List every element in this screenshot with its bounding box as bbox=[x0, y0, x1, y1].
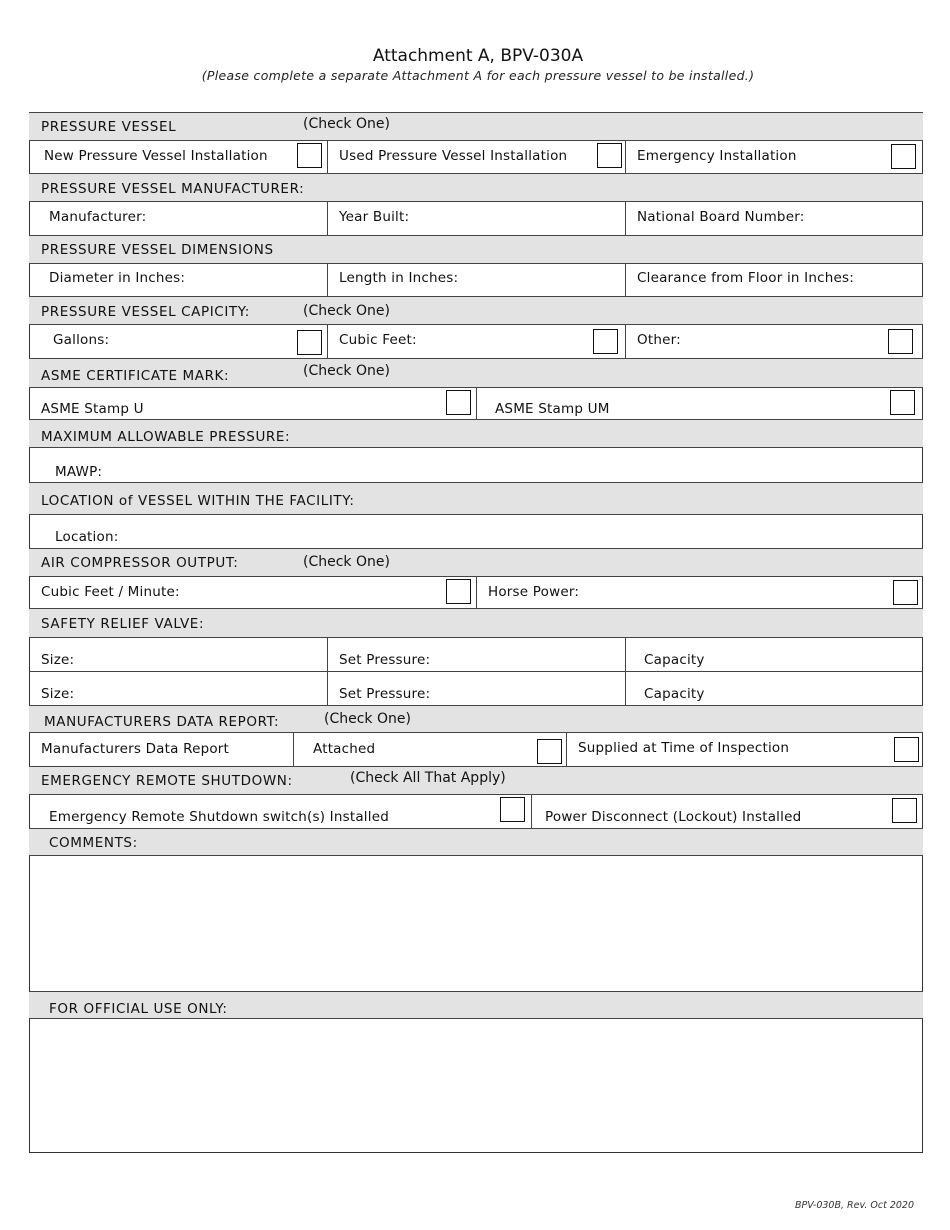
row-divider bbox=[29, 671, 923, 672]
diameter-field[interactable]: Diameter in Inches: bbox=[49, 270, 186, 286]
section-title-shutdown: EMERGENCY REMOTE SHUTDOWN: bbox=[41, 773, 293, 789]
column-divider bbox=[625, 141, 626, 173]
column-divider bbox=[476, 388, 477, 419]
relief-capacity-field[interactable]: Capacity bbox=[644, 686, 705, 702]
column-divider bbox=[293, 733, 294, 766]
check-one-note: (Check One) bbox=[303, 116, 390, 132]
location-field[interactable]: Location: bbox=[55, 529, 119, 545]
option-cubic-feet: Cubic Feet: bbox=[339, 332, 417, 348]
column-divider bbox=[625, 264, 626, 296]
section-title-pressure-vessel: PRESSURE VESSEL bbox=[41, 119, 177, 135]
option-attached: Attached bbox=[313, 741, 376, 757]
section-title-asme: ASME CERTIFICATE MARK: bbox=[41, 368, 230, 384]
column-divider bbox=[327, 141, 328, 173]
length-field[interactable]: Length in Inches: bbox=[339, 270, 459, 286]
check-all-note: (Check All That Apply) bbox=[350, 770, 506, 786]
year-built-field[interactable]: Year Built: bbox=[339, 209, 410, 225]
column-divider bbox=[625, 202, 626, 235]
checkbox-horse-power[interactable] bbox=[893, 580, 918, 605]
relief-size-field[interactable]: Size: bbox=[41, 652, 75, 668]
manufacturer-field[interactable]: Manufacturer: bbox=[49, 209, 147, 225]
check-one-note: (Check One) bbox=[303, 303, 390, 319]
check-one-note: (Check One) bbox=[303, 554, 390, 570]
section-title-dimensions: PRESSURE VESSEL DIMENSIONS bbox=[41, 242, 274, 258]
checkbox-emergency-shutdown-switch[interactable] bbox=[500, 797, 525, 822]
column-divider bbox=[625, 325, 626, 358]
official-use-area bbox=[30, 1019, 922, 1152]
page-title: Attachment A, BPV-030A bbox=[372, 46, 584, 66]
option-emergency-installation: Emergency Installation bbox=[637, 148, 797, 164]
option-supplied-at-inspection: Supplied at Time of Inspection bbox=[578, 740, 790, 756]
option-other: Other: bbox=[637, 332, 681, 348]
option-asme-stamp-um: ASME Stamp UM bbox=[495, 401, 610, 417]
form-revision-footer: BPV-030B, Rev. Oct 2020 bbox=[795, 1200, 914, 1211]
section-title-location: LOCATION of VESSEL WITHIN THE FACILITY: bbox=[41, 493, 355, 509]
checkbox-new-installation[interactable] bbox=[297, 143, 322, 168]
section-title-manufacturer: PRESSURE VESSEL MANUFACTURER: bbox=[41, 181, 305, 197]
option-horse-power: Horse Power: bbox=[488, 584, 580, 600]
checkbox-asme-stamp-um[interactable] bbox=[890, 390, 915, 415]
mawp-field[interactable]: MAWP: bbox=[55, 464, 103, 480]
option-cubic-feet-minute: Cubic Feet / Minute: bbox=[41, 584, 180, 600]
check-one-note: (Check One) bbox=[303, 363, 390, 379]
check-one-note: (Check One) bbox=[324, 711, 411, 727]
section-band-comments bbox=[29, 828, 923, 856]
checkbox-used-installation[interactable] bbox=[597, 143, 622, 168]
section-title-data-report: MANUFACTURERS DATA REPORT: bbox=[44, 714, 280, 730]
section-title-comments: COMMENTS: bbox=[49, 835, 138, 851]
data-report-label: Manufacturers Data Report bbox=[41, 741, 230, 757]
section-title-max-pressure: MAXIMUM ALLOWABLE PRESSURE: bbox=[41, 429, 291, 445]
column-divider bbox=[327, 325, 328, 358]
column-divider bbox=[476, 577, 477, 608]
column-divider bbox=[327, 264, 328, 296]
relief-size-field[interactable]: Size: bbox=[41, 686, 75, 702]
option-new-installation: New Pressure Vessel Installation bbox=[44, 148, 268, 164]
checkbox-cubic-feet[interactable] bbox=[593, 329, 618, 354]
section-title-compressor: AIR COMPRESSOR OUTPUT: bbox=[41, 555, 239, 571]
checkbox-other[interactable] bbox=[888, 329, 913, 354]
option-emergency-shutdown-switch: Emergency Remote Shutdown switch(s) Installed bbox=[49, 809, 389, 825]
column-divider bbox=[531, 795, 532, 828]
comments-area[interactable] bbox=[30, 856, 922, 990]
column-divider bbox=[327, 638, 328, 705]
checkbox-asme-stamp-u[interactable] bbox=[446, 390, 471, 415]
checkbox-supplied-at-inspection[interactable] bbox=[894, 737, 919, 762]
option-asme-stamp-u: ASME Stamp U bbox=[41, 401, 144, 417]
column-divider bbox=[327, 202, 328, 235]
column-divider bbox=[566, 733, 567, 766]
checkbox-power-disconnect[interactable] bbox=[892, 798, 917, 823]
option-used-installation: Used Pressure Vessel Installation bbox=[339, 148, 568, 164]
relief-set-pressure-field[interactable]: Set Pressure: bbox=[339, 652, 431, 668]
checkbox-cubic-feet-minute[interactable] bbox=[446, 579, 471, 604]
column-divider bbox=[625, 638, 626, 705]
checkbox-gallons[interactable] bbox=[297, 330, 322, 355]
checkbox-attached[interactable] bbox=[537, 739, 562, 764]
section-title-capacity: PRESSURE VESSEL CAPICITY: bbox=[41, 304, 250, 320]
clearance-field[interactable]: Clearance from Floor in Inches: bbox=[637, 270, 854, 286]
option-gallons: Gallons: bbox=[53, 332, 110, 348]
national-board-number-field[interactable]: National Board Number: bbox=[637, 209, 805, 225]
section-title-official: FOR OFFICIAL USE ONLY: bbox=[49, 1001, 228, 1017]
page-subtitle: (Please complete a separate Attachment A for each pressure vessel to be installed.) bbox=[201, 68, 755, 83]
checkbox-emergency-installation[interactable] bbox=[891, 144, 916, 169]
relief-set-pressure-field[interactable]: Set Pressure: bbox=[339, 686, 431, 702]
section-title-relief-valve: SAFETY RELIEF VALVE: bbox=[41, 616, 205, 632]
option-power-disconnect: Power Disconnect (Lockout) Installed bbox=[545, 809, 802, 825]
relief-capacity-field[interactable]: Capacity bbox=[644, 652, 705, 668]
